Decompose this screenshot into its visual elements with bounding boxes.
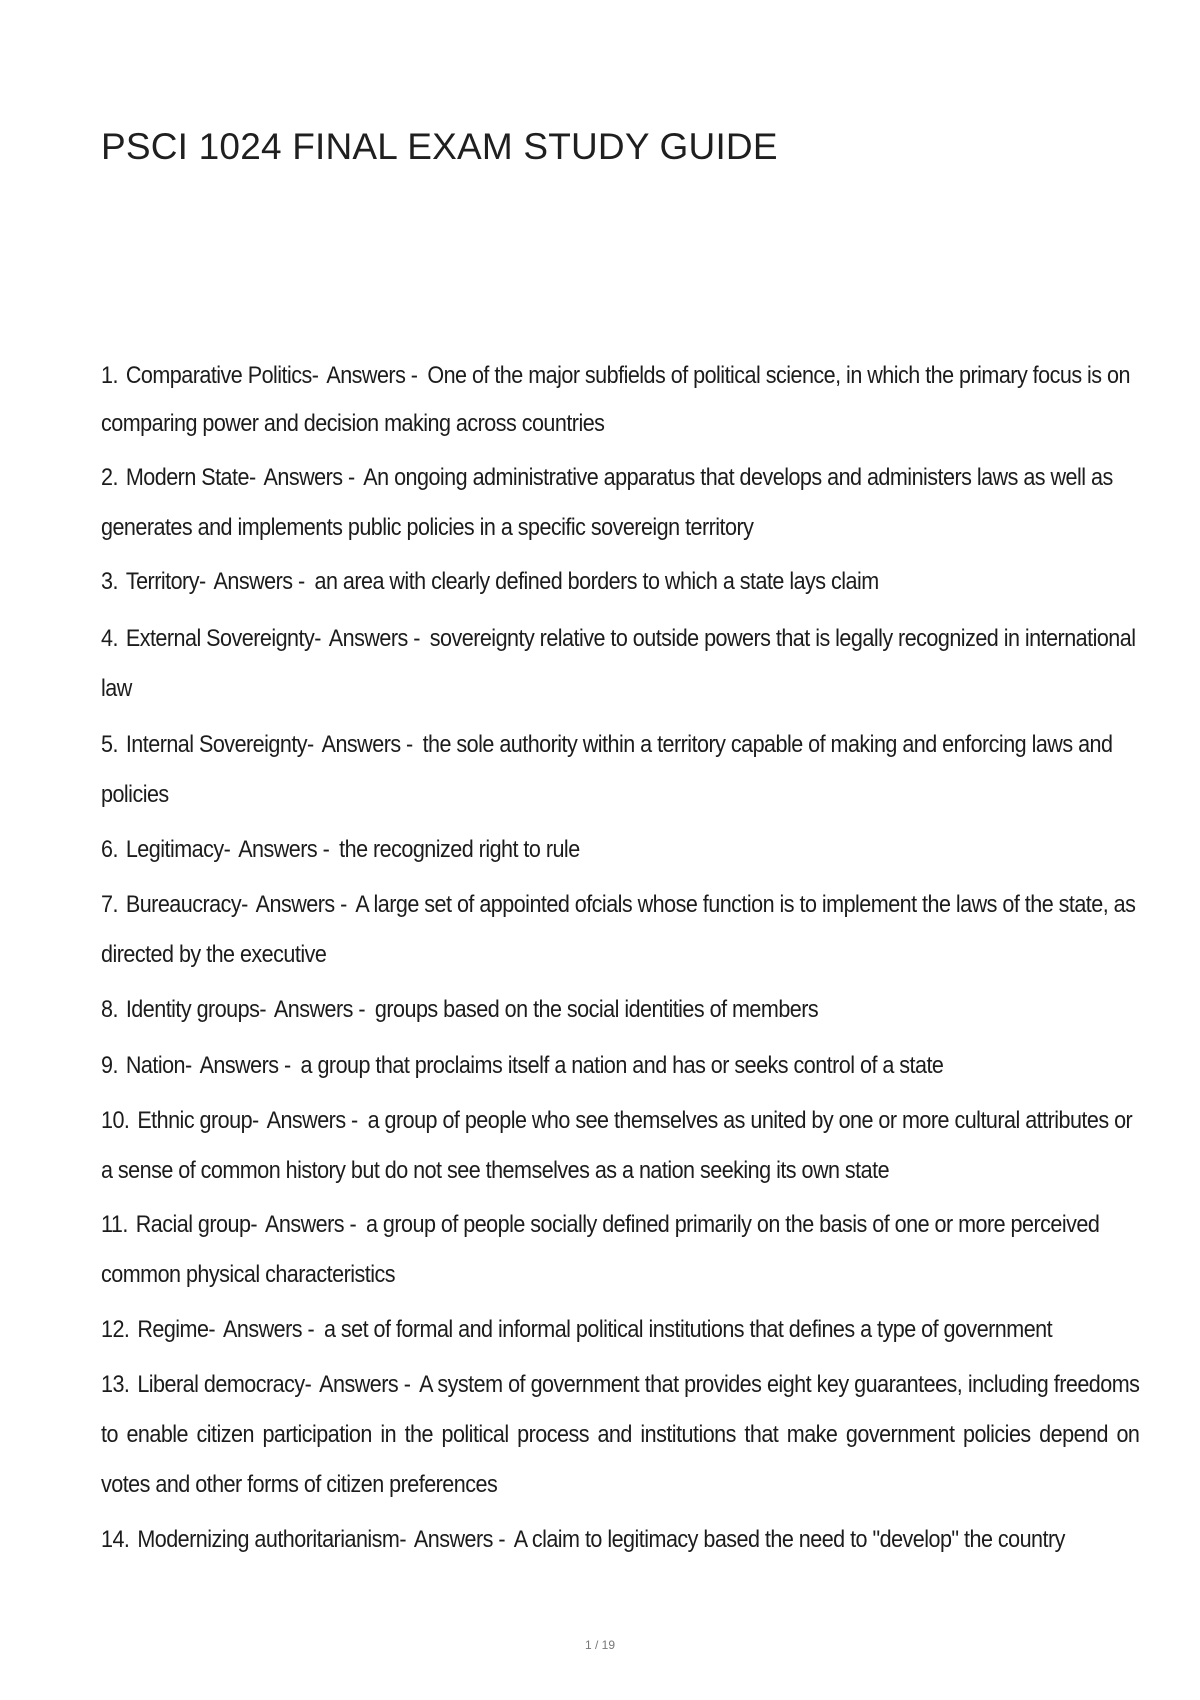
list-item	[101, 352, 1139, 448]
item-number: 6.	[101, 836, 118, 863]
item-term: Identity groups-	[125, 996, 267, 1023]
item-number: 10.	[101, 1107, 130, 1134]
list-item	[101, 984, 1139, 1036]
item-number: 13.	[101, 1371, 130, 1398]
item-text: a group that proclaims itself a nation and has or seeks control of a state	[300, 1052, 944, 1079]
list-item	[101, 720, 1139, 820]
item-term: External Sovereignty-	[125, 625, 321, 652]
answer-label: Answers -	[413, 1526, 506, 1553]
item-text: a group of people socially defined primarily on the basis of one or more perceived common physical characteristics	[101, 1211, 1100, 1288]
item-text: sovereignty relative to outside powers that is legally recognized in international law	[101, 625, 1136, 702]
list-item	[101, 1096, 1139, 1196]
item-text: One of the major subfields of political science, in which the primary focus is on comparing power and decision making across countries	[101, 362, 1130, 437]
answer-label: Answers -	[263, 464, 355, 491]
item-text: an area with clearly defined borders to which a state lays claim	[314, 568, 879, 595]
list-item	[101, 824, 1139, 876]
item-number: 5.	[101, 731, 118, 758]
list-item	[101, 1514, 1139, 1566]
item-term: Internal Sovereignty-	[125, 731, 314, 758]
answer-label: Answers -	[266, 1107, 358, 1134]
item-number: 8.	[101, 996, 118, 1023]
list-item	[101, 1200, 1139, 1300]
item-number: 14.	[101, 1526, 130, 1553]
answer-label: Answers -	[319, 1371, 411, 1398]
item-term: Nation-	[125, 1052, 192, 1079]
item-term: Modernizing authoritarianism-	[137, 1526, 407, 1553]
item-term: Ethnic group-	[137, 1107, 259, 1134]
list-item	[101, 1304, 1139, 1356]
item-text: a set of formal and informal political institutions that defines a type of government	[323, 1316, 1053, 1343]
item-term: Liberal democracy-	[137, 1371, 312, 1398]
item-term: Bureaucracy-	[125, 891, 248, 918]
item-term: Modern State-	[125, 464, 256, 491]
answer-label: Answers -	[328, 625, 420, 652]
item-text: A claim to legitimacy based the need to "develop" the country	[513, 1526, 1065, 1553]
item-text: the recognized right to rule	[339, 836, 580, 863]
list-item	[101, 1360, 1139, 1510]
list-item	[101, 556, 1139, 608]
item-term: Territory-	[125, 568, 206, 595]
answer-label: Answers -	[199, 1052, 291, 1079]
item-number: 1.	[101, 362, 118, 389]
answer-label: Answers -	[223, 1316, 315, 1343]
list-item	[101, 453, 1139, 553]
item-term: Regime-	[137, 1316, 216, 1343]
item-text: the sole authority within a territory capable of making and enforcing laws and policies	[101, 731, 1113, 808]
item-number: 7.	[101, 891, 118, 918]
item-number: 12.	[101, 1316, 130, 1343]
item-number: 4.	[101, 625, 118, 652]
item-number: 9.	[101, 1052, 118, 1079]
item-text: a group of people who see themselves as united by one or more cultural attributes or a sense of common history but do not see themselves as a nation seeking its own state	[101, 1107, 1133, 1184]
item-text: An ongoing administrative apparatus that develops and administers laws as well as generates and implements public policies in a specific sovereign territory	[101, 464, 1113, 541]
item-text: A large set of appointed ofcials whose function is to implement the laws of the state, as directed by the executive	[101, 891, 1136, 968]
definition-list	[101, 352, 1141, 1566]
item-number: 2.	[101, 464, 118, 491]
list-item	[101, 614, 1139, 714]
answer-label: Answers -	[213, 568, 305, 595]
list-item	[101, 880, 1139, 980]
answer-label: Answers -	[255, 891, 347, 918]
item-term: Legitimacy-	[125, 836, 231, 863]
item-number: 3.	[101, 568, 118, 595]
answer-label: Answers -	[265, 1211, 357, 1238]
page-title: PSCI 1024 FINAL EXAM STUDY GUIDE	[101, 126, 778, 167]
answer-label: Answers -	[273, 996, 366, 1023]
item-text: groups based on the social identities of members	[374, 996, 819, 1023]
item-text: A system of government that provides eight key guarantees, including freedoms to enable citizen participation in the political process and institutions that make government policies depend on votes and other forms of citizen preferences	[101, 1371, 1140, 1498]
answer-label: Answers -	[238, 836, 330, 863]
page-indicator: 1 / 19	[584, 1638, 616, 1652]
answer-label: Answers -	[321, 731, 413, 758]
list-item	[101, 1040, 1139, 1092]
item-term: Comparative Politics-	[125, 362, 319, 389]
item-number: 11.	[101, 1211, 128, 1238]
answer-label: Answers -	[326, 362, 418, 389]
item-term: Racial group-	[135, 1211, 258, 1238]
